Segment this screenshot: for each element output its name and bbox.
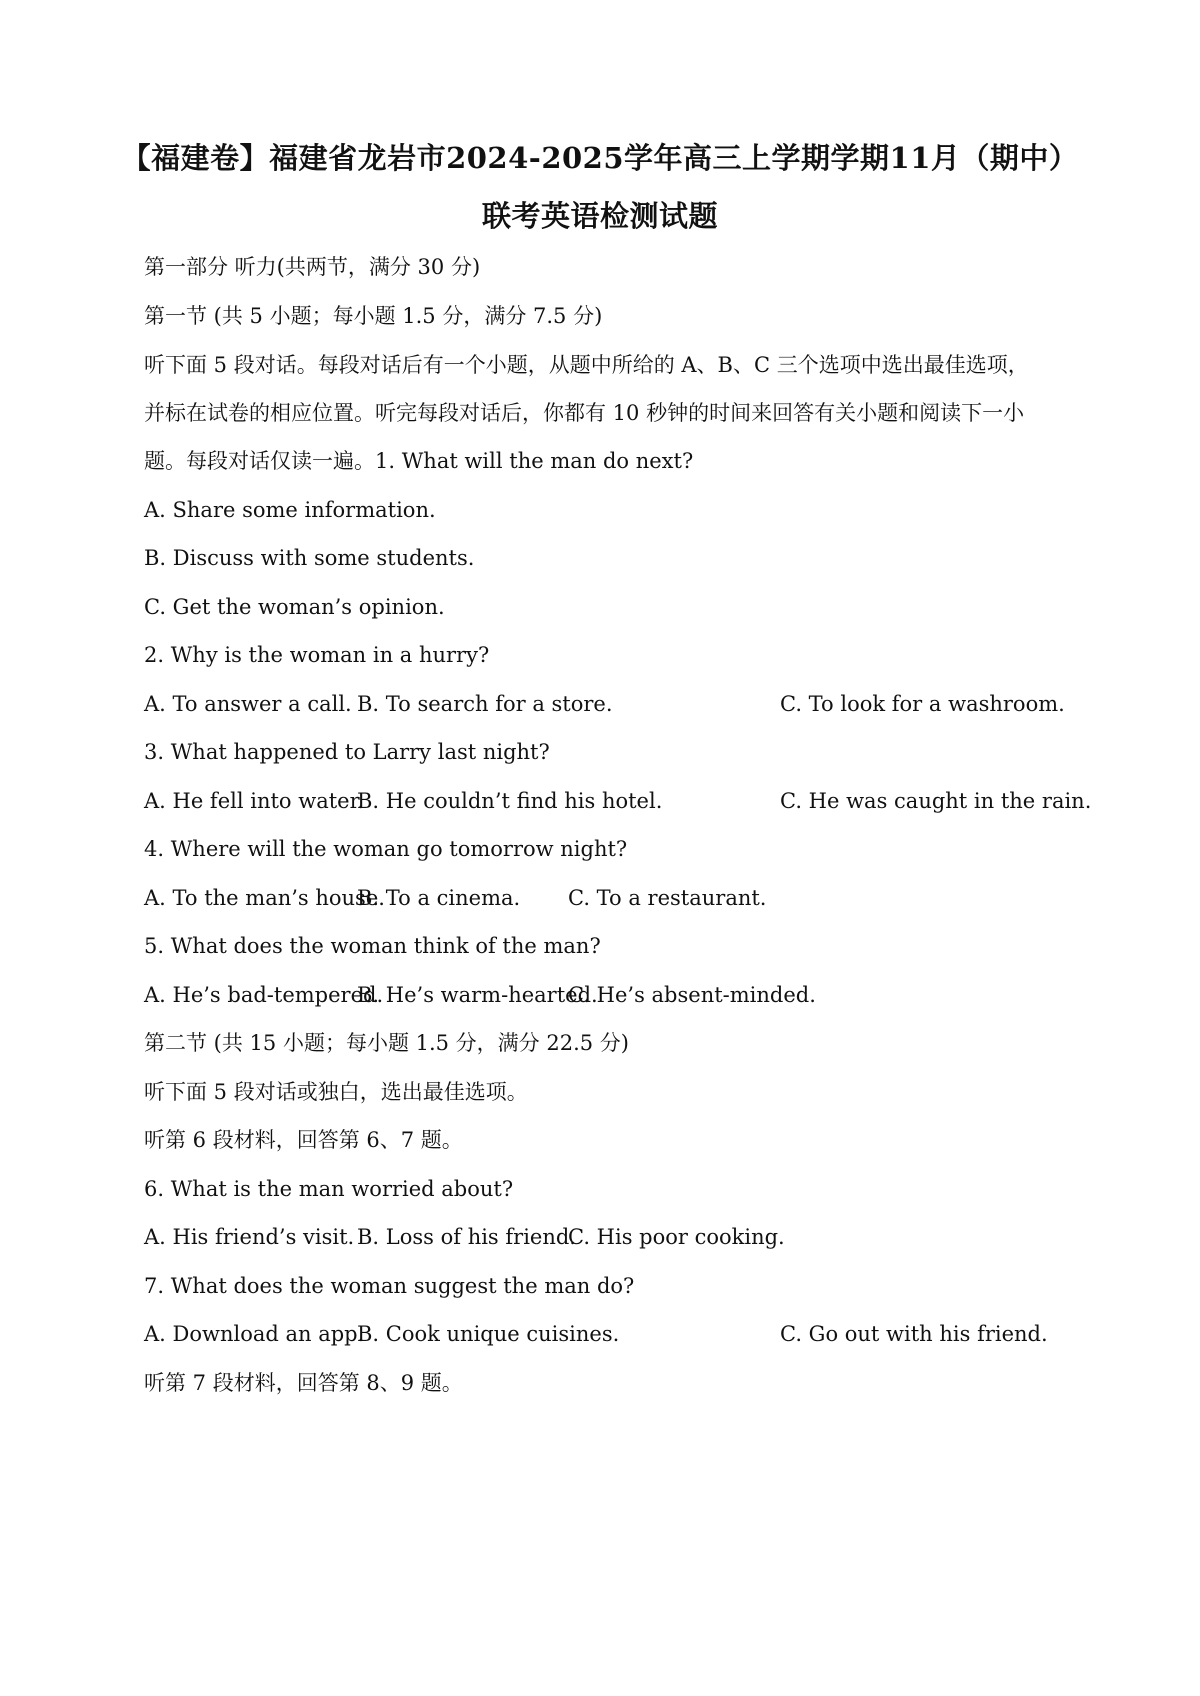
section1-instruction-line-2: 并标在试卷的相应位置。听完每段对话后，你都有 10 秒钟的时间来回答有关小题和阅读下一小 (144, 401, 1025, 425)
page-title-line-2: 联考英语检测试题 (481, 199, 718, 233)
q2-option-a: A. To answer a call. (144, 692, 352, 716)
q1-option-b: B. Discuss with some students. (144, 546, 475, 570)
q6-option-a: A. His friend’s visit. (144, 1225, 355, 1249)
section1-instruction-line-1: 听下面 5 段对话。每段对话后有一个小题，从题中所给的 A、B、C 三个选项中选出最佳选项， (144, 353, 1029, 377)
q5-option-a: A. He’s bad-tempered. (144, 983, 384, 1007)
part1-heading: 第一部分 听力(共两节，满分 30 分) (144, 255, 481, 279)
q3-option-a: A. He fell into water. (144, 789, 365, 813)
section1-heading: 第一节 (共 5 小题；每小题 1.5 分，满分 7.5 分) (144, 304, 603, 328)
q4-option-c: C. To a restaurant. (568, 886, 767, 910)
q5-option-b: B. He’s warm-hearted. (357, 983, 598, 1007)
q4-text: 4. Where will the woman go tomorrow night? (144, 837, 628, 861)
page-title-line-1: 【福建卷】福建省龙岩市2024-2025学年高三上学期学期11月（期中） (121, 141, 1079, 175)
q4-option-b: B. To a cinema. (357, 886, 521, 910)
q1-option-c: C. Get the woman’s opinion. (144, 595, 445, 619)
section1-instruction-line-3: 题。每段对话仅读一遍。1. What will the man do next? (144, 449, 694, 473)
q2-option-c: C. To look for a washroom. (780, 692, 1065, 716)
q6-option-b: B. Loss of his friend. (357, 1225, 576, 1249)
section2-instruction: 听下面 5 段对话或独白，选出最佳选项。 (144, 1080, 528, 1104)
q2-option-b: B. To search for a store. (357, 692, 613, 716)
q2-text: 2. Why is the woman in a hurry? (144, 643, 490, 667)
q1-option-a: A. Share some information. (144, 498, 436, 522)
q5-text: 5. What does the woman think of the man? (144, 934, 601, 958)
material-7-intro: 听第 7 段材料，回答第 8、9 题。 (144, 1371, 463, 1395)
q7-option-c: C. Go out with his friend. (780, 1322, 1048, 1346)
q7-option-b: B. Cook unique cuisines. (357, 1322, 620, 1346)
q6-option-c: C. His poor cooking. (568, 1225, 785, 1249)
q4-option-a: A. To the man’s house. (144, 886, 385, 910)
material-6-intro: 听第 6 段材料，回答第 6、7 题。 (144, 1128, 463, 1152)
q7-option-a: A. Download an app. (144, 1322, 365, 1346)
q7-text: 7. What does the woman suggest the man do? (144, 1274, 635, 1298)
q3-text: 3. What happened to Larry last night? (144, 740, 550, 764)
q5-option-c: C. He’s absent-minded. (568, 983, 816, 1007)
q6-text: 6. What is the man worried about? (144, 1177, 514, 1201)
q3-option-c: C. He was caught in the rain. (780, 789, 1092, 813)
section2-heading: 第二节 (共 15 小题；每小题 1.5 分，满分 22.5 分) (144, 1031, 629, 1055)
q3-option-b: B. He couldn’t find his hotel. (357, 789, 663, 813)
